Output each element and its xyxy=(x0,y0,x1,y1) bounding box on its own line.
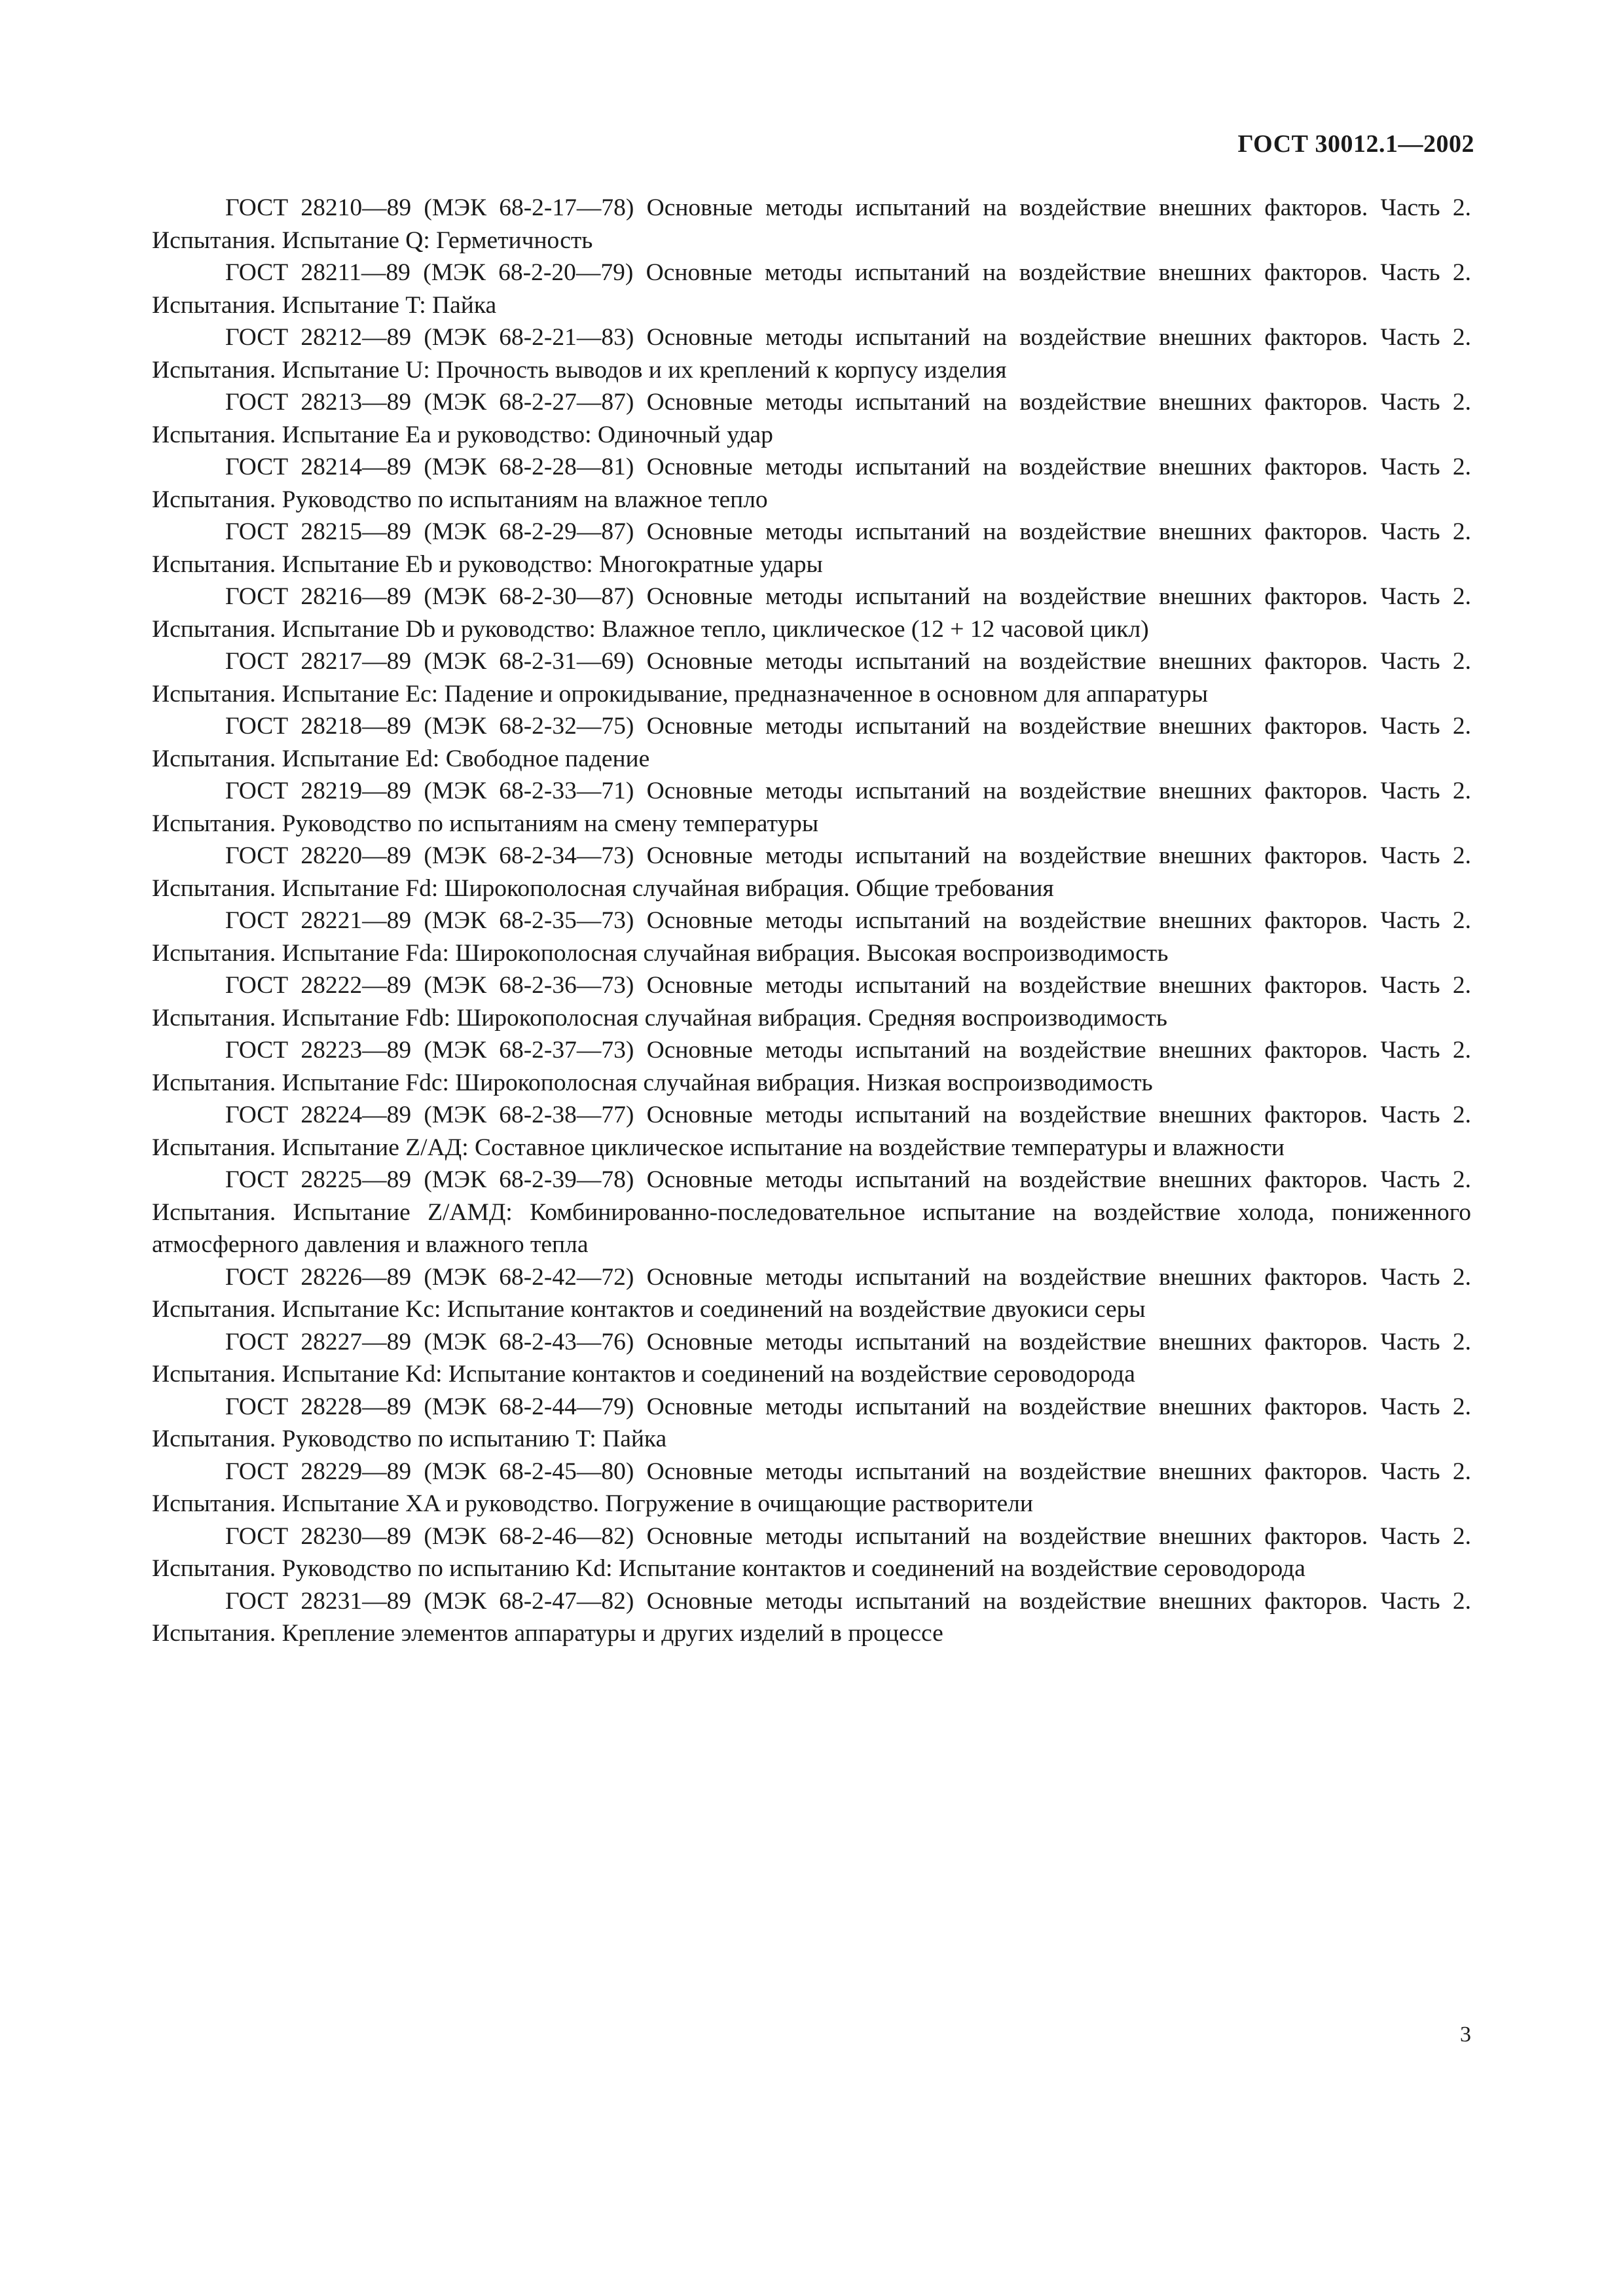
standard-entry-28220: ГОСТ 28220—89 (МЭК 68-2-34—73) Основные методы испытаний на воздействие внешних факторов. Часть 2. Испытания. Испытание Fd: Широкополосная случайная вибрация. Общие требования xyxy=(152,842,1471,902)
standard-entry-28214: ГОСТ 28214—89 (МЭК 68-2-28—81) Основные методы испытаний на воздействие внешних факторов. Часть 2. Испытания. Руководство по испытаниям на влажное тепло xyxy=(152,454,1471,513)
standard-entry-28213: ГОСТ 28213—89 (МЭК 68-2-27—87) Основные методы испытаний на воздействие внешних факторов. Часть 2. Испытания. Испытание Ea и руководство: Одиночный удар xyxy=(152,389,1471,448)
standards-reference-list xyxy=(152,192,1471,1650)
standard-entry-28227: ГОСТ 28227—89 (МЭК 68-2-43—76) Основные методы испытаний на воздействие внешних факторов. Часть 2. Испытания. Испытание Kd: Испытание контактов и соединений на воздействие сероводорода xyxy=(152,1328,1471,1388)
standard-entry-28212: ГОСТ 28212—89 (МЭК 68-2-21—83) Основные методы испытаний на воздействие внешних факторов. Часть 2. Испытания. Испытание U: Прочность выводов и их креплений к корпусу изделия xyxy=(152,324,1471,384)
document-code-header: ГОСТ 30012.1—2002 xyxy=(1237,130,1474,158)
standard-entry-28222: ГОСТ 28222—89 (МЭК 68-2-36—73) Основные методы испытаний на воздействие внешних факторов. Часть 2. Испытания. Испытание Fdb: Широкополосная случайная вибрация. Средняя воспроизводимость xyxy=(152,972,1471,1031)
standard-entry-28215: ГОСТ 28215—89 (МЭК 68-2-29—87) Основные методы испытаний на воздействие внешних факторов. Часть 2. Испытания. Испытание Eb и руководство: Многократные удары xyxy=(152,518,1471,578)
standard-entry-28225: ГОСТ 28225—89 (МЭК 68-2-39—78) Основные методы испытаний на воздействие внешних факторов. Часть 2. Испытания. Испытание Z/AМД: Комбинированно-последовательное испытание на воздействие холода, пониженного атмосферного давления и влажного тепла xyxy=(152,1166,1471,1258)
standard-entry-28226: ГОСТ 28226—89 (МЭК 68-2-42—72) Основные методы испытаний на воздействие внешних факторов. Часть 2. Испытания. Испытание Kc: Испытание контактов и соединений на воздействие двуокиси серы xyxy=(152,1263,1471,1323)
standard-entry-28210: ГОСТ 28210—89 (МЭК 68-2-17—78) Основные методы испытаний на воздействие внешних факторов. Часть 2. Испытания. Испытание Q: Герметичность xyxy=(152,194,1471,254)
standard-entry-28221: ГОСТ 28221—89 (МЭК 68-2-35—73) Основные методы испытаний на воздействие внешних факторов. Часть 2. Испытания. Испытание Fda: Широкополосная случайная вибрация. Высокая воспроизводимость xyxy=(152,907,1471,967)
standard-entry-28230: ГОСТ 28230—89 (МЭК 68-2-46—82) Основные методы испытаний на воздействие внешних факторов. Часть 2. Испытания. Руководство по испытанию Kd: Испытание контактов и соединений на воздействие сероводорода xyxy=(152,1522,1471,1582)
standard-entry-28228: ГОСТ 28228—89 (МЭК 68-2-44—79) Основные методы испытаний на воздействие внешних факторов. Часть 2. Испытания. Руководство по испытанию T: Пайка xyxy=(152,1393,1471,1452)
standard-entry-28218: ГОСТ 28218—89 (МЭК 68-2-32—75) Основные методы испытаний на воздействие внешних факторов. Часть 2. Испытания. Испытание Ed: Свободное падение xyxy=(152,713,1471,772)
standard-entry-28223: ГОСТ 28223—89 (МЭК 68-2-37—73) Основные методы испытаний на воздействие внешних факторов. Часть 2. Испытания. Испытание Fdc: Широкополосная случайная вибрация. Низкая воспроизводимость xyxy=(152,1037,1471,1096)
standard-entry-28231: ГОСТ 28231—89 (МЭК 68-2-47—82) Основные методы испытаний на воздействие внешних факторов. Часть 2. Испытания. Крепление элементов аппаратуры и других изделий в процессе xyxy=(152,1587,1471,1647)
standard-entry-28211: ГОСТ 28211—89 (МЭК 68-2-20—79) Основные методы испытаний на воздействие внешних факторов. Часть 2. Испытания. Испытание T: Пайка xyxy=(152,259,1471,319)
standard-entry-28229: ГОСТ 28229—89 (МЭК 68-2-45—80) Основные методы испытаний на воздействие внешних факторов. Часть 2. Испытания. Испытание XA и руководство. Погружение в очищающие растворители xyxy=(152,1458,1471,1517)
standard-entry-28216: ГОСТ 28216—89 (МЭК 68-2-30—87) Основные методы испытаний на воздействие внешних факторов. Часть 2. Испытания. Испытание Db и руководство: Влажное тепло, циклическое (12 + 12 часовой цикл) xyxy=(152,583,1471,643)
standard-entry-28217: ГОСТ 28217—89 (МЭК 68-2-31—69) Основные методы испытаний на воздействие внешних факторов. Часть 2. Испытания. Испытание Ec: Падение и опрокидывание, предназначенное в основном для аппаратуры xyxy=(152,648,1471,708)
standard-entry-28224: ГОСТ 28224—89 (МЭК 68-2-38—77) Основные методы испытаний на воздействие внешних факторов. Часть 2. Испытания. Испытание Z/AД: Составное циклическое испытание на воздействие температуры и влажности xyxy=(152,1102,1471,1161)
standard-entry-28219: ГОСТ 28219—89 (МЭК 68-2-33—71) Основные методы испытаний на воздействие внешних факторов. Часть 2. Испытания. Руководство по испытаниям на смену температуры xyxy=(152,778,1471,837)
page-number: 3 xyxy=(1460,2022,1471,2047)
